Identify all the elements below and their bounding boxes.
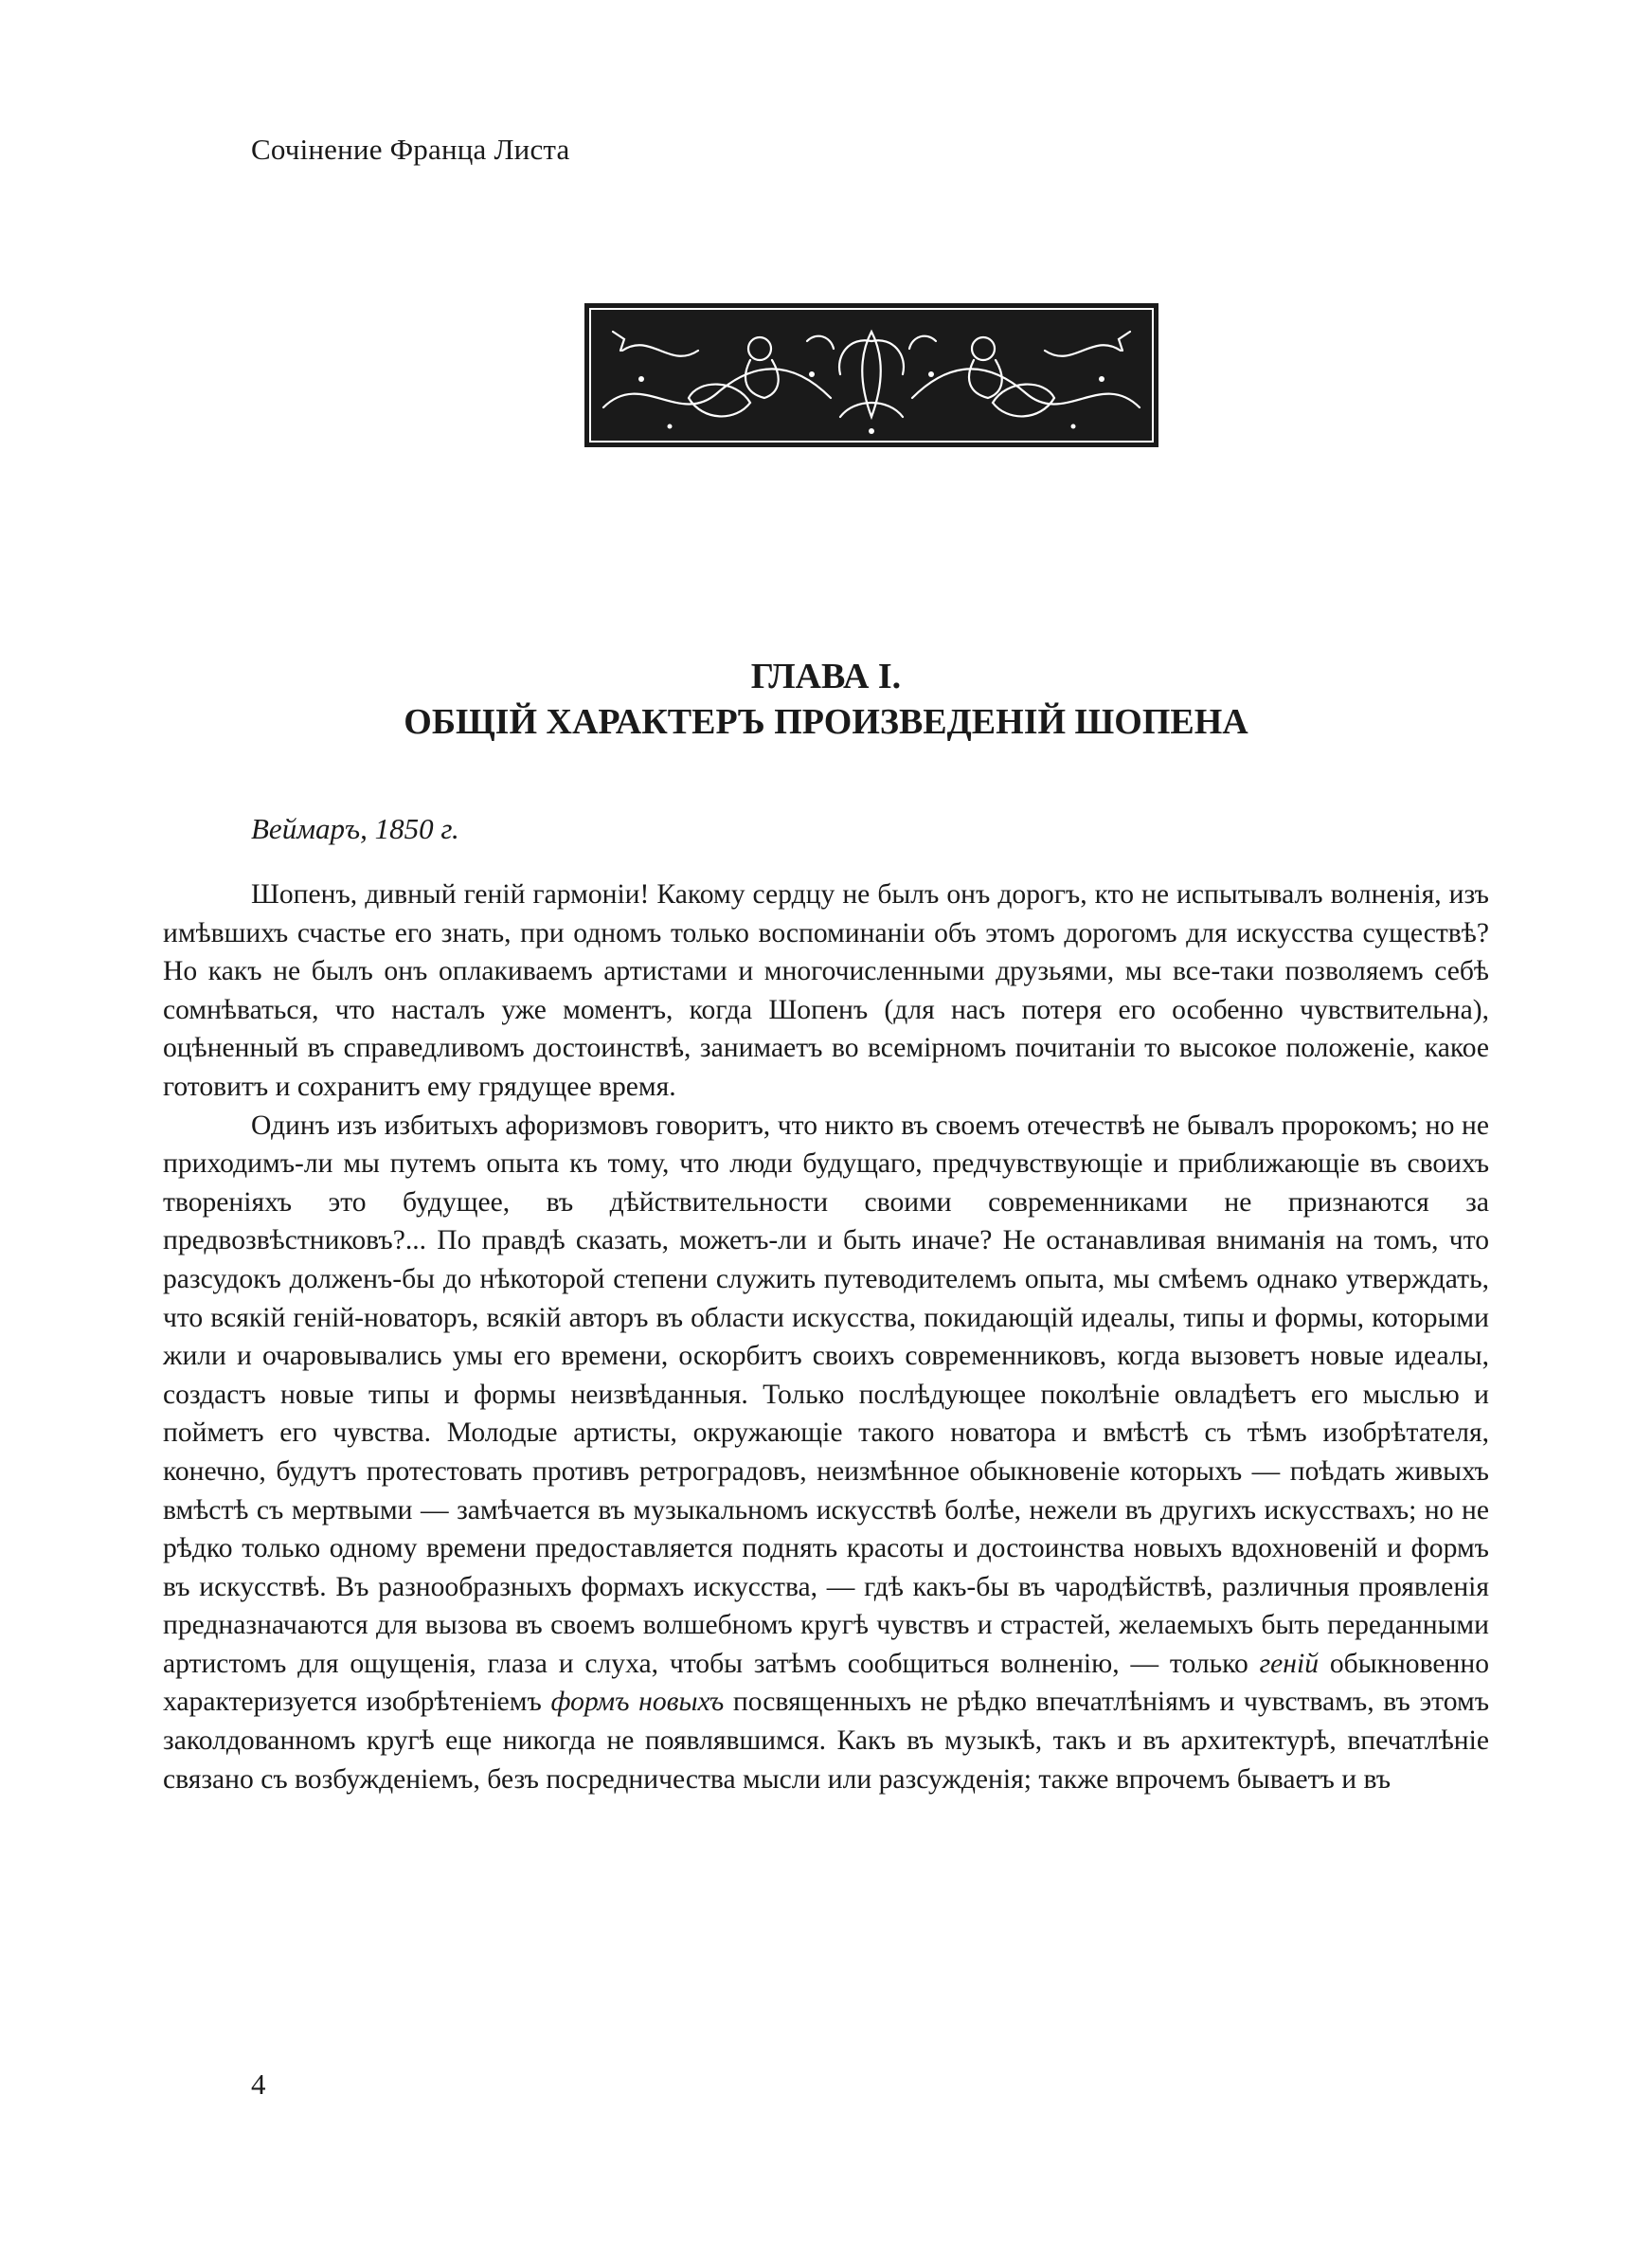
emphasis: генiй (1259, 1648, 1320, 1679)
paragraph (163, 1107, 1489, 1799)
paragraph-text: Одинъ изъ избитыхъ афоризмовъ говоритъ, что никто въ своемъ отечествѣ не бывалъ пророкомъ; но не приходимъ-ли мы путемъ опыта къ тому, что люди будущаго, предчувствующiе и приближающiе въ своихъ творенiяхъ это будущее, въ дѣйствительности своими современниками не признаются за предвозвѣстниковъ?... По правдѣ сказать, можетъ-ли и быть иначе? Не останавливая вниманiя на томъ, что разсудокъ долженъ-бы до нѣкоторой степени служить путеводителемъ опыта, мы смѣемъ однако утверждать, что всякiй генiй-новаторъ, всякiй авторъ въ области искусства, покидающiй идеалы, типы и формы, которыми жили и очаровывались умы его времени, оскорбитъ своихъ современниковъ, когда вызоветъ новые идеалы, создастъ новые типы и формы неизвѣданныя. Только послѣдующее поколѣнiе овладѣетъ его мыслью и пойметъ его чувства. Молодые артисты, окружающiе такого новатора и вмѣстѣ съ тѣмъ изобрѣтателя, конечно, будутъ протестовать противъ ретроградовъ, неизмѣнное обыкновенiе которыхъ — поѣдать живыхъ вмѣстѣ съ мертвыми — замѣчается въ музыкальномъ искусствѣ болѣе, нежели въ другихъ искусствахъ; но не рѣдко только одному времени предоставляется поднять красоты и достоинства новыхъ вдохновенiй и формъ въ искусствѣ. Въ разнообразныхъ формахъ искусства, — гдѣ какъ-бы въ чародѣйствѣ, различныя проявленiя предназначаются для вызова въ своемъ волшебномъ кругѣ чувствъ и страстей, желаемыхъ быть переданными артистомъ для ощущенiя, глаза и слуха, чтобы затѣмъ сообщиться волненiю, — только (163, 1110, 1489, 1679)
page-number: 4 (251, 2067, 266, 2101)
emphasis: формъ новыхъ (550, 1687, 725, 1718)
paragraph: Шопенъ, дивный генiй гармонiи! Какому сердцу не былъ онъ дорогъ, кто не испытывалъ волненiя, изъ имѣвшихъ счастье его знать, при одномъ только воспоминанiи объ этомъ дорогомъ для искусства существѣ? Но какъ не былъ онъ оплакиваемъ артистами и многочисленными друзьями, мы все-таки позволяемъ себѣ сомнѣваться, что насталъ уже моментъ, когда Шопенъ (для насъ потеря его особенно чувствительна), оцѣненный въ справедливомъ достоинствѣ, занимаетъ во всемiрномъ почитанiи то высокое положенiе, какое готовитъ и сохранитъ ему грядущее время. (163, 879, 1489, 1102)
running-head: Сочiнение Франца Листа (251, 133, 570, 166)
chapter-number: ГЛАВА I. (750, 657, 902, 696)
body-text (163, 876, 1489, 1798)
chapter-title: ОБЩIЙ ХАРАКТЕРЪ ПРОИЗВЕДЕНIЙ ШОПЕНА (404, 702, 1248, 742)
decorative-vignette-icon (584, 303, 1158, 447)
paragraph-text: посвященныхъ не рѣдко впечатлѣнiямъ и чувствамъ, въ этомъ заколдованномъ кругѣ еще никогда не появлявшимся. Какъ въ музыкѣ, такъ и въ архитектурѣ, впечатлѣнiе связано съ возбужденiемъ, безъ посредничества мысли или разсужденiя; также впрочемъ бываетъ и въ (163, 1687, 1489, 1795)
paragraph-text: обыкновенно характеризуется изобрѣтенiемъ (163, 1648, 1489, 1718)
dateline: Веймаръ, 1850 г. (251, 812, 459, 845)
